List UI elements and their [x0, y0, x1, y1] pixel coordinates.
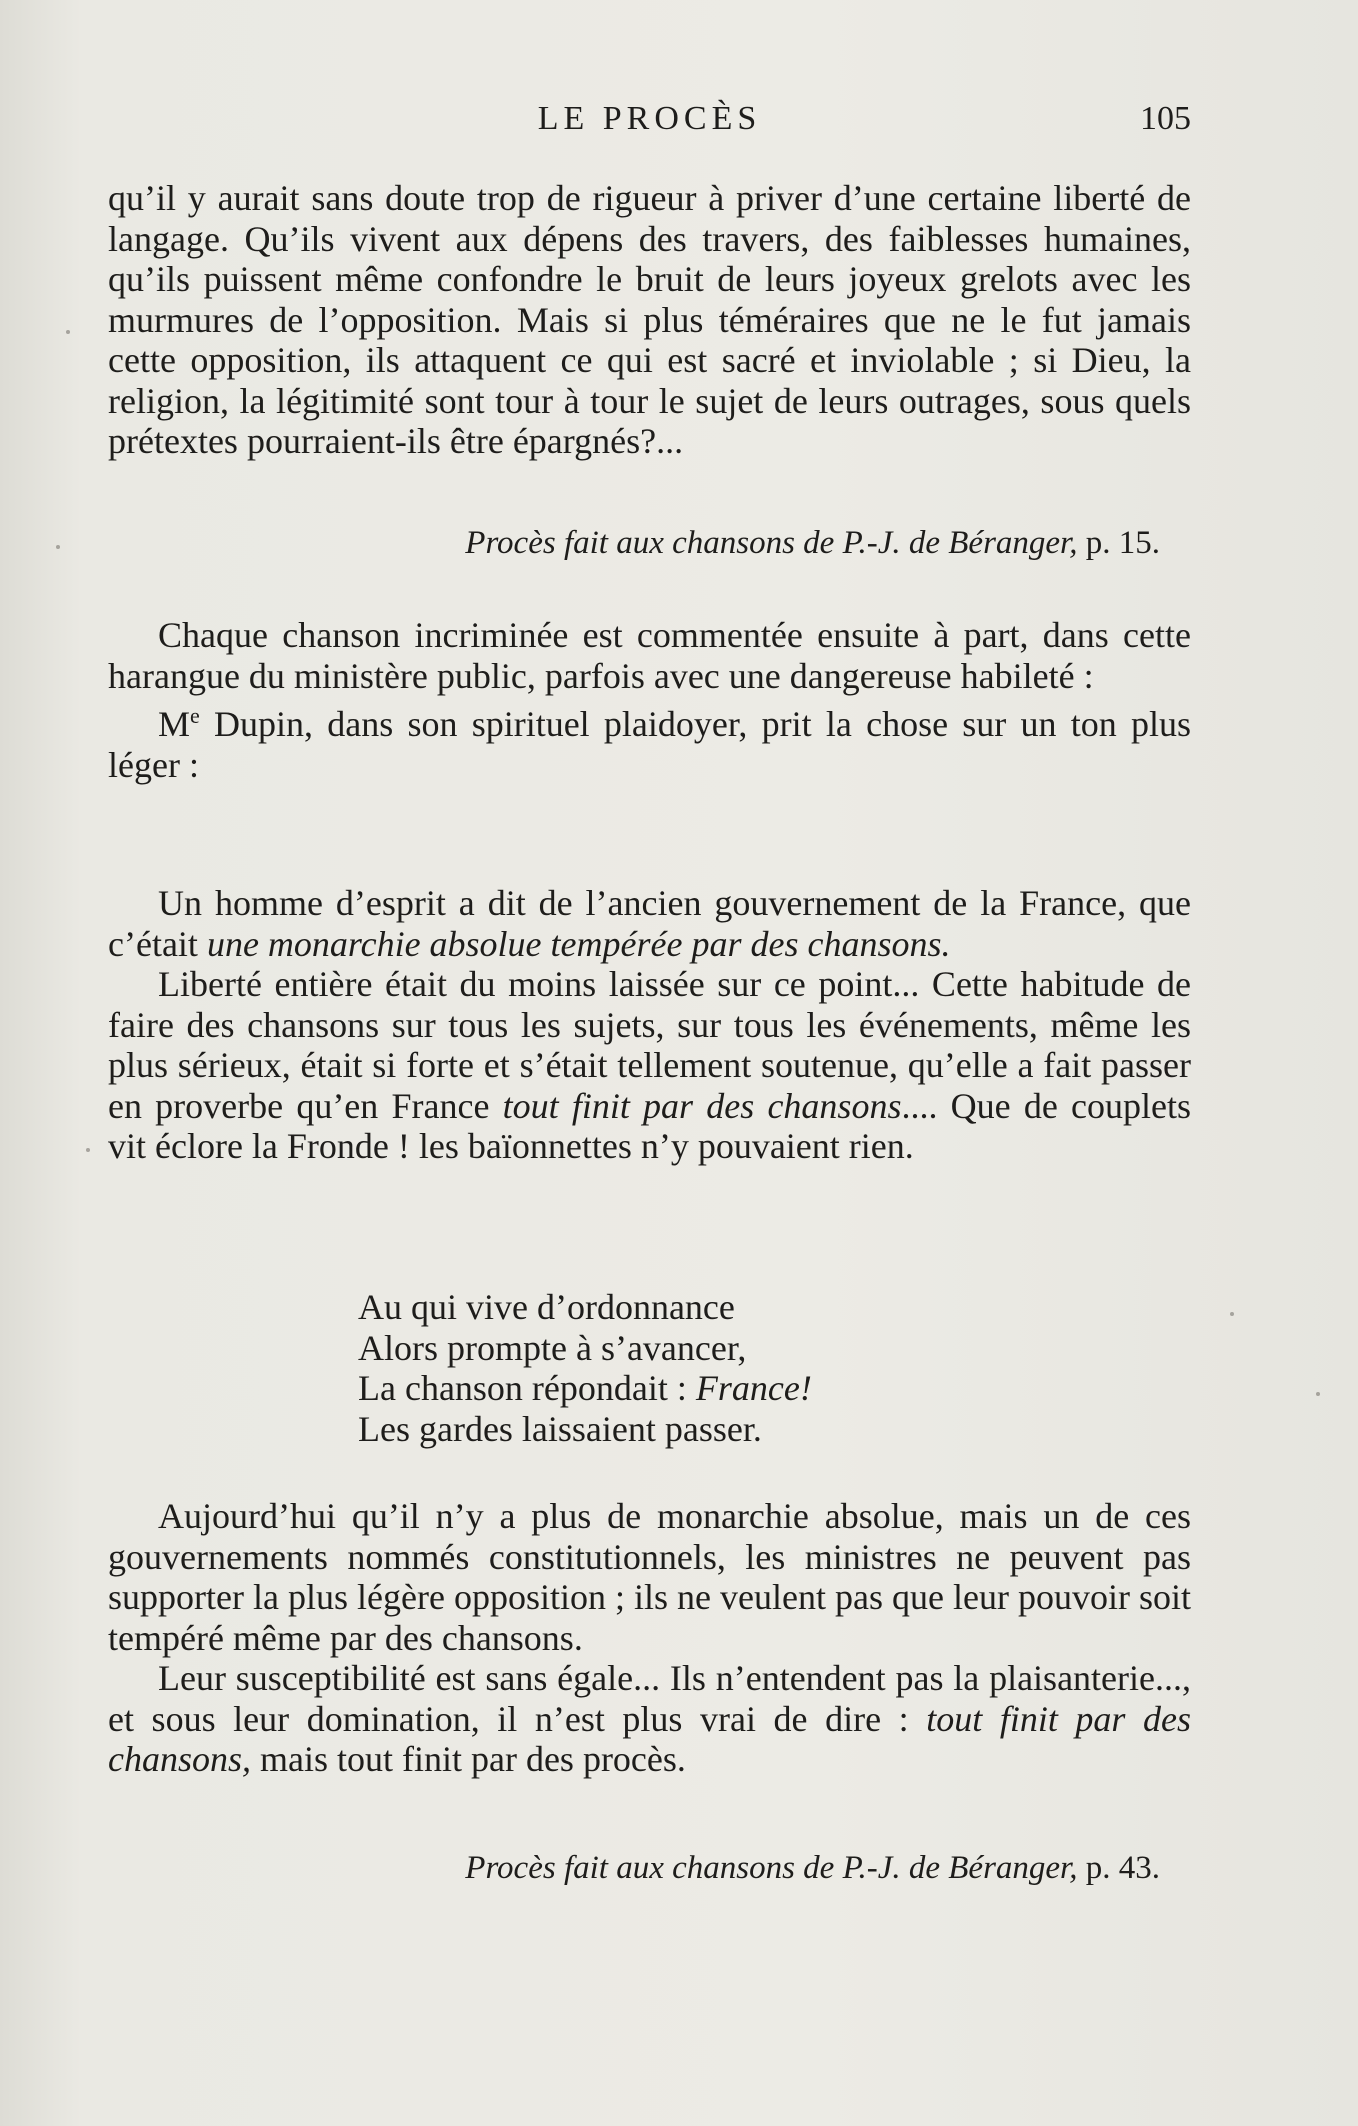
title-abbrev-sup: e	[190, 703, 200, 728]
quote-italic: tout finit par des chansons	[502, 1085, 902, 1126]
paper-speck	[1230, 1312, 1234, 1316]
page-header	[108, 100, 1191, 148]
narration-paragraph: Chaque chanson incriminée est commentée ensuite à part, dans cette harangue du ministère public, parfois avec une dangereuse habileté :	[108, 615, 1191, 696]
quote-italic: une monarchie absolue tempérée par des chansons.	[206, 923, 951, 964]
quote-passage-2	[108, 883, 1191, 1167]
title-abbrev: M	[158, 704, 191, 744]
citation-1	[465, 525, 1160, 562]
verse	[358, 1287, 812, 1449]
quote-text: .... Que de couplets vit éclore la Fronde ! les baïonnettes n’y pouvaient rien.	[108, 1085, 1191, 1166]
verse-line: Les gardes laissaient passer.	[358, 1408, 762, 1449]
quote-passage-3	[108, 1496, 1191, 1780]
citation-page: p. 43.	[1085, 1850, 1160, 1886]
citation-2	[465, 1850, 1160, 1887]
paper-speck	[1316, 1392, 1320, 1396]
citation-title: Procès fait aux chansons de P.-J. de Béranger,	[465, 1850, 1078, 1886]
quote-text: Liberté entière était du moins laissée sur ce point... Cette habitude de faire des chansons sur tous les sujets, sur tous les événements, même les plus sérieux, était si forte et s’était tellement soutenue, qu’elle a fait passer en proverbe qu’en France	[108, 964, 1191, 1126]
verse-line: Au qui vive d’ordonnance	[358, 1287, 735, 1327]
quote-paragraph: Aujourd’hui qu’il n’y a plus de monarchie absolue, mais un de ces gouvernements nommés constitutionnels, les ministres ne peuvent pas supporter la plus légère opposition ; ils ne veulent pas que leur pouvoir soit tempéré même par des chansons.	[108, 1496, 1191, 1658]
paper-speck	[86, 1148, 90, 1152]
quote-paragraph	[108, 883, 1191, 964]
narration-text: Dupin, dans son spirituel plaidoyer, prit la chose sur un ton plus léger :	[108, 704, 1191, 785]
quote-italic: tout finit par des chansons,	[108, 1698, 1191, 1779]
verse-text: La chanson répondait :	[358, 1368, 696, 1408]
narration	[108, 615, 1191, 785]
citation-page: p. 15.	[1085, 525, 1160, 561]
quote-paragraph	[108, 1658, 1191, 1780]
verse-line: Alors prompte à s’avancer,	[358, 1327, 747, 1368]
quote-paragraph: qu’il y aurait sans doute trop de rigueur à priver d’une certaine liberté de langage. Qu’ils vivent aux dépens des travers, des faiblesses humaines, qu’ils puissent même confondre le bruit de leurs joyeux grelots avec les murmures de l’opposition. Mais si plus téméraires que ne le fut jamais cette opposition, ils attaquent ce qui est sacré et inviolable ; si Dieu, la religion, la légitimité sont tour à tour le sujet de leurs outrages, sous quels prétextes pourraient-ils être épargnés?...	[108, 178, 1191, 461]
paper-speck	[66, 330, 70, 334]
verse-italic: France!	[695, 1368, 812, 1408]
citation-title: Procès fait aux chansons de P.-J. de Béranger,	[465, 525, 1078, 561]
quote-text: mais tout finit par des procès.	[251, 1739, 686, 1779]
quote-passage-1	[108, 178, 1191, 462]
verse-line	[358, 1368, 812, 1409]
page-number: 105	[1140, 100, 1191, 137]
quote-text: Un homme d’esprit a dit de l’ancien gouvernement de la France, que c’était	[108, 883, 1191, 964]
narration-paragraph	[108, 696, 1191, 785]
quote-paragraph	[108, 964, 1191, 1167]
running-head: LE PROCÈS	[537, 100, 762, 137]
quote-text: Leur susceptibilité est sans égale... Ils n’entendent pas la plaisanterie..., et sous leur domination, il n’est plus vrai de dire :	[108, 1658, 1191, 1739]
paper-speck	[56, 545, 60, 549]
